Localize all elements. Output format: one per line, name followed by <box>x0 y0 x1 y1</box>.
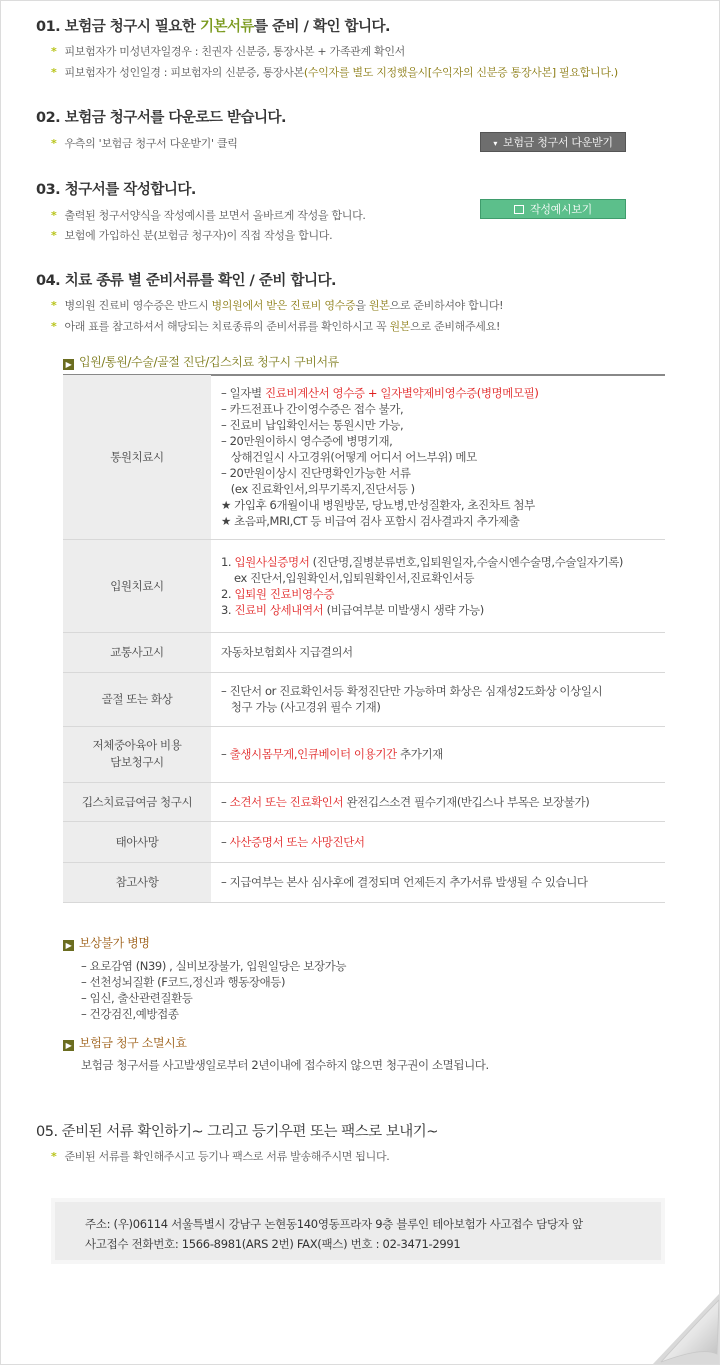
row-key: 골절 또는 화상 <box>63 672 211 726</box>
download-icon: ▾ <box>493 139 498 148</box>
section-1-bullet-1: * 피보험자가 미성년자일경우 : 친권자 신분증, 통장사본 + 가족관계 확인서 <box>51 45 405 58</box>
section-4-title: 04. 치료 종류 별 준비서류를 확인 / 준비 합니다. <box>36 273 336 289</box>
view-example-button[interactable]: 작성예시보기 <box>480 199 626 219</box>
table-row <box>63 782 665 821</box>
row-key: 깁스치료급여금 청구시 <box>63 782 211 821</box>
contact-line: 사고접수 전화번호: 1566-8981(ARS 2번) FAX(팩스) 번호 : 02-3471-2991 <box>85 1237 461 1251</box>
row-key: 입원치료시 <box>63 539 211 632</box>
row-key: 참고사항 <box>63 862 211 902</box>
address-box <box>51 1198 665 1264</box>
required-documents-table <box>63 375 665 903</box>
arrow-icon: ▶ <box>63 940 74 951</box>
table-row <box>63 375 665 539</box>
section-1-title: 01. 보험금 청구시 필요한 기본서류를 준비 / 확인 합니다. <box>36 19 391 35</box>
arrow-icon: ▶ <box>63 1040 74 1051</box>
table-row <box>63 672 665 726</box>
section-3-bullet-1: * 출력된 청구서양식을 작성예시를 보면서 올바르게 작성을 합니다. <box>51 209 366 222</box>
section-3-title: 03. 청구서를 작성합니다. <box>36 182 196 198</box>
list-item: – 임신, 출산관련질환등 <box>81 991 193 1005</box>
row-key: 저체중아육아 비용 담보청구시 <box>63 726 211 782</box>
section-2-title: 02. 보험금 청구서를 다운로드 받습니다. <box>36 110 286 126</box>
list-item: – 건강검진,예방접종 <box>81 1007 179 1021</box>
row-value: – 출생시몸무게,인큐베이터 이용기간 추가기재 <box>211 726 665 782</box>
section-4-bullet-1: * 병의원 진료비 영수증은 반드시 병의원에서 받은 진료비 영수증을 원본으로 준비하셔야 합니다! <box>51 299 504 312</box>
row-key: 통원치료시 <box>63 375 211 539</box>
table-row <box>63 821 665 862</box>
table-row <box>63 632 665 672</box>
arrow-icon: ▶ <box>63 359 74 370</box>
section-3-bullet-2: * 보험에 가입하신 분(보험금 청구자)이 직접 작성을 합니다. <box>51 229 333 242</box>
row-value: – 지급여부는 본사 심사후에 결정되며 언제든지 추가서류 발생될 수 있습니다 <box>211 862 665 902</box>
table-row <box>63 726 665 782</box>
expiration-text: 보험금 청구서를 사고발생일로부터 2년이내에 접수하지 않으면 청구권이 소멸됩니다. <box>81 1058 489 1072</box>
table-row <box>63 862 665 902</box>
list-item: – 선천성뇌질환 (F코드,정신과 행동장애등) <box>81 975 286 989</box>
section-5-title: 05. 준비된 서류 확인하기~ 그리고 등기우편 또는 팩스로 보내기~ <box>36 1124 438 1140</box>
section-5-bullet-1: * 준비된 서류를 확인해주시고 등기나 팩스로 서류 발송해주시면 됩니다. <box>51 1150 390 1163</box>
row-value: 1. 입원사실증명서 (진단명,질병분류번호,입퇴원일자,수술시엔수술명,수술일자기록) ex 진단서,입원확인서,입퇴원확인서,진료확인서등 2. 입퇴원 진료비영수증 3. 진료비 상세내역서 (비급여부분 미발생시 생략 가능) <box>211 539 665 632</box>
section-2-bullet-1: * 우측의 '보험금 청구서 다운받기' 클릭 <box>51 137 238 150</box>
row-value: – 소견서 또는 진료확인서 완전깁스소견 필수기재(반깁스나 부목은 보장불가) <box>211 782 665 821</box>
page-curl-icon <box>653 1294 719 1364</box>
list-item: – 요로감염 (N39) , 실비보장불가, 입원일당은 보장가능 <box>81 959 347 973</box>
expiration-heading: ▶ 보험금 청구 소멸시효 <box>63 1034 187 1051</box>
table-row <box>63 539 665 632</box>
row-key: 태아사망 <box>63 821 211 862</box>
address-line: 주소: (우)06114 서울특별시 강남구 논현동140영동프라자 9층 블루인 테아보험가 사고접수 담당자 앞 <box>85 1217 583 1231</box>
download-claim-form-button[interactable]: ▾ 보험금 청구서 다운받기 <box>480 132 626 152</box>
documents-subheading: ▶ 입원/통원/수술/골절 진단/깁스치료 청구시 구비서류 <box>63 353 339 370</box>
row-value: – 일자별 진료비계산서 영수증 + 일자별약제비영수증(병명메모필) – 카드전표나 간이영수증은 접수 불가, – 진료비 납입확인서는 통원시만 가능, – 20만원이하시 영수증에 병명기재, 상해건일시 사고경위(어떻게 어디서 어느부위) 메모 – 20만원이상시 진단명확인가능한 서류 (ex 진료확인서,의무기록지,진단서등 ) ★ 가입후 6개월이내 병원방문, 당뇨병,만성질환자, 초진차트 첨부 ★ 초음파,MRI,CT 등 비급여 검사 포함시 검사결과지 추가제출 <box>211 375 665 539</box>
section-4-bullet-2: * 아래 표를 참고하셔서 해당되는 치료종류의 준비서류를 확인하시고 꼭 원본으로 준비해주세요! <box>51 320 501 333</box>
image-icon <box>514 205 524 214</box>
row-key: 교통사고시 <box>63 632 211 672</box>
row-value: – 사산증명서 또는 사망진단서 <box>211 821 665 862</box>
section-1-bullet-2: * 피보험자가 성인일경 : 피보험자의 신분증, 통장사본(수익자를 별도 지정했을시[수익자의 신분증 통장사본] 필요합니다.) <box>51 66 618 79</box>
non-covered-heading: ▶ 보상불가 병명 <box>63 934 150 951</box>
non-covered-list <box>81 958 346 1022</box>
row-value: – 진단서 or 진료확인서등 확정진단만 가능하며 화상은 심재성2도화상 이상일시 청구 가능 (사고경위 필수 기재) <box>211 672 665 726</box>
row-value: 자동차보험회사 지급결의서 <box>211 632 665 672</box>
